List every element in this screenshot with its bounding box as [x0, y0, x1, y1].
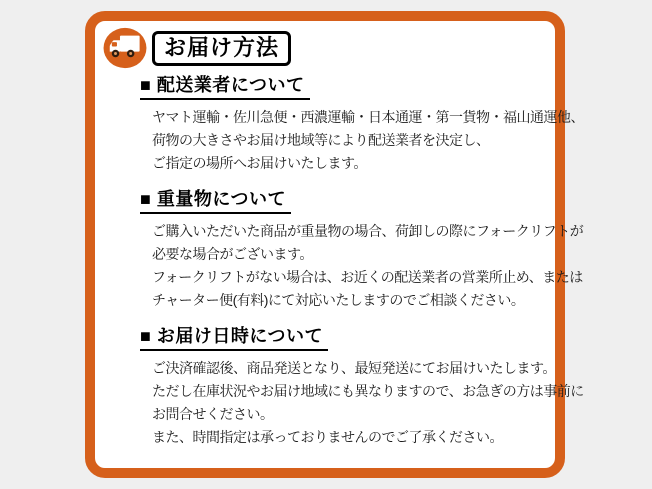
section-carriers-heading — [140, 73, 555, 100]
body-line: ご購入いただいた商品が重量物の場合、荷卸しの際にフォークリフトが — [152, 223, 584, 239]
section-heavy-items-heading — [140, 187, 555, 214]
body-line: 荷物の大きさやお届け地域等により配送業者を決定し、 — [152, 132, 490, 148]
body-line: また、時間指定は承っておりませんのでご了承ください。 — [152, 429, 503, 445]
section-carriers-heading-text: ■ 配送業者について — [140, 73, 310, 100]
body-line: フォークリフトがない場合は、お近くの配送業者の営業所止め、または — [152, 269, 583, 285]
body-line: お問合せください。 — [152, 406, 274, 422]
section-delivery-date-heading-text: ■ お届け日時について — [140, 324, 328, 351]
body-line: ヤマト運輸・佐川急便・西濃運輸・日本通運・第一貨物・福山通運他、 — [152, 109, 584, 125]
page-title: お届け方法 — [152, 31, 291, 66]
section-delivery-date-heading — [140, 324, 555, 351]
panel-content — [95, 27, 584, 474]
section-carriers-body — [152, 106, 584, 175]
truck-icon — [103, 27, 147, 69]
section-carriers — [95, 73, 584, 175]
section-delivery-date — [95, 324, 584, 449]
body-line: 必要な場合がございます。 — [152, 246, 313, 262]
section-heavy-items — [95, 187, 584, 312]
body-line: ただし在庫状況やお届け地域にも異なりますので、お急ぎの方は事前に — [152, 383, 584, 399]
section-delivery-date-body — [152, 357, 584, 449]
body-line: ご指定の場所へお届けいたします。 — [152, 155, 367, 171]
delivery-info-panel — [85, 11, 584, 478]
body-line: チャーター便(有料)にて対応いたしますのでご相談ください。 — [152, 292, 525, 308]
body-line: ご決済確認後、商品発送となり、最短発送にてお届けいたします。 — [152, 360, 556, 376]
title-row — [103, 27, 555, 69]
section-heavy-items-heading-text: ■ 重量物について — [140, 187, 291, 214]
section-heavy-items-body — [152, 220, 584, 312]
